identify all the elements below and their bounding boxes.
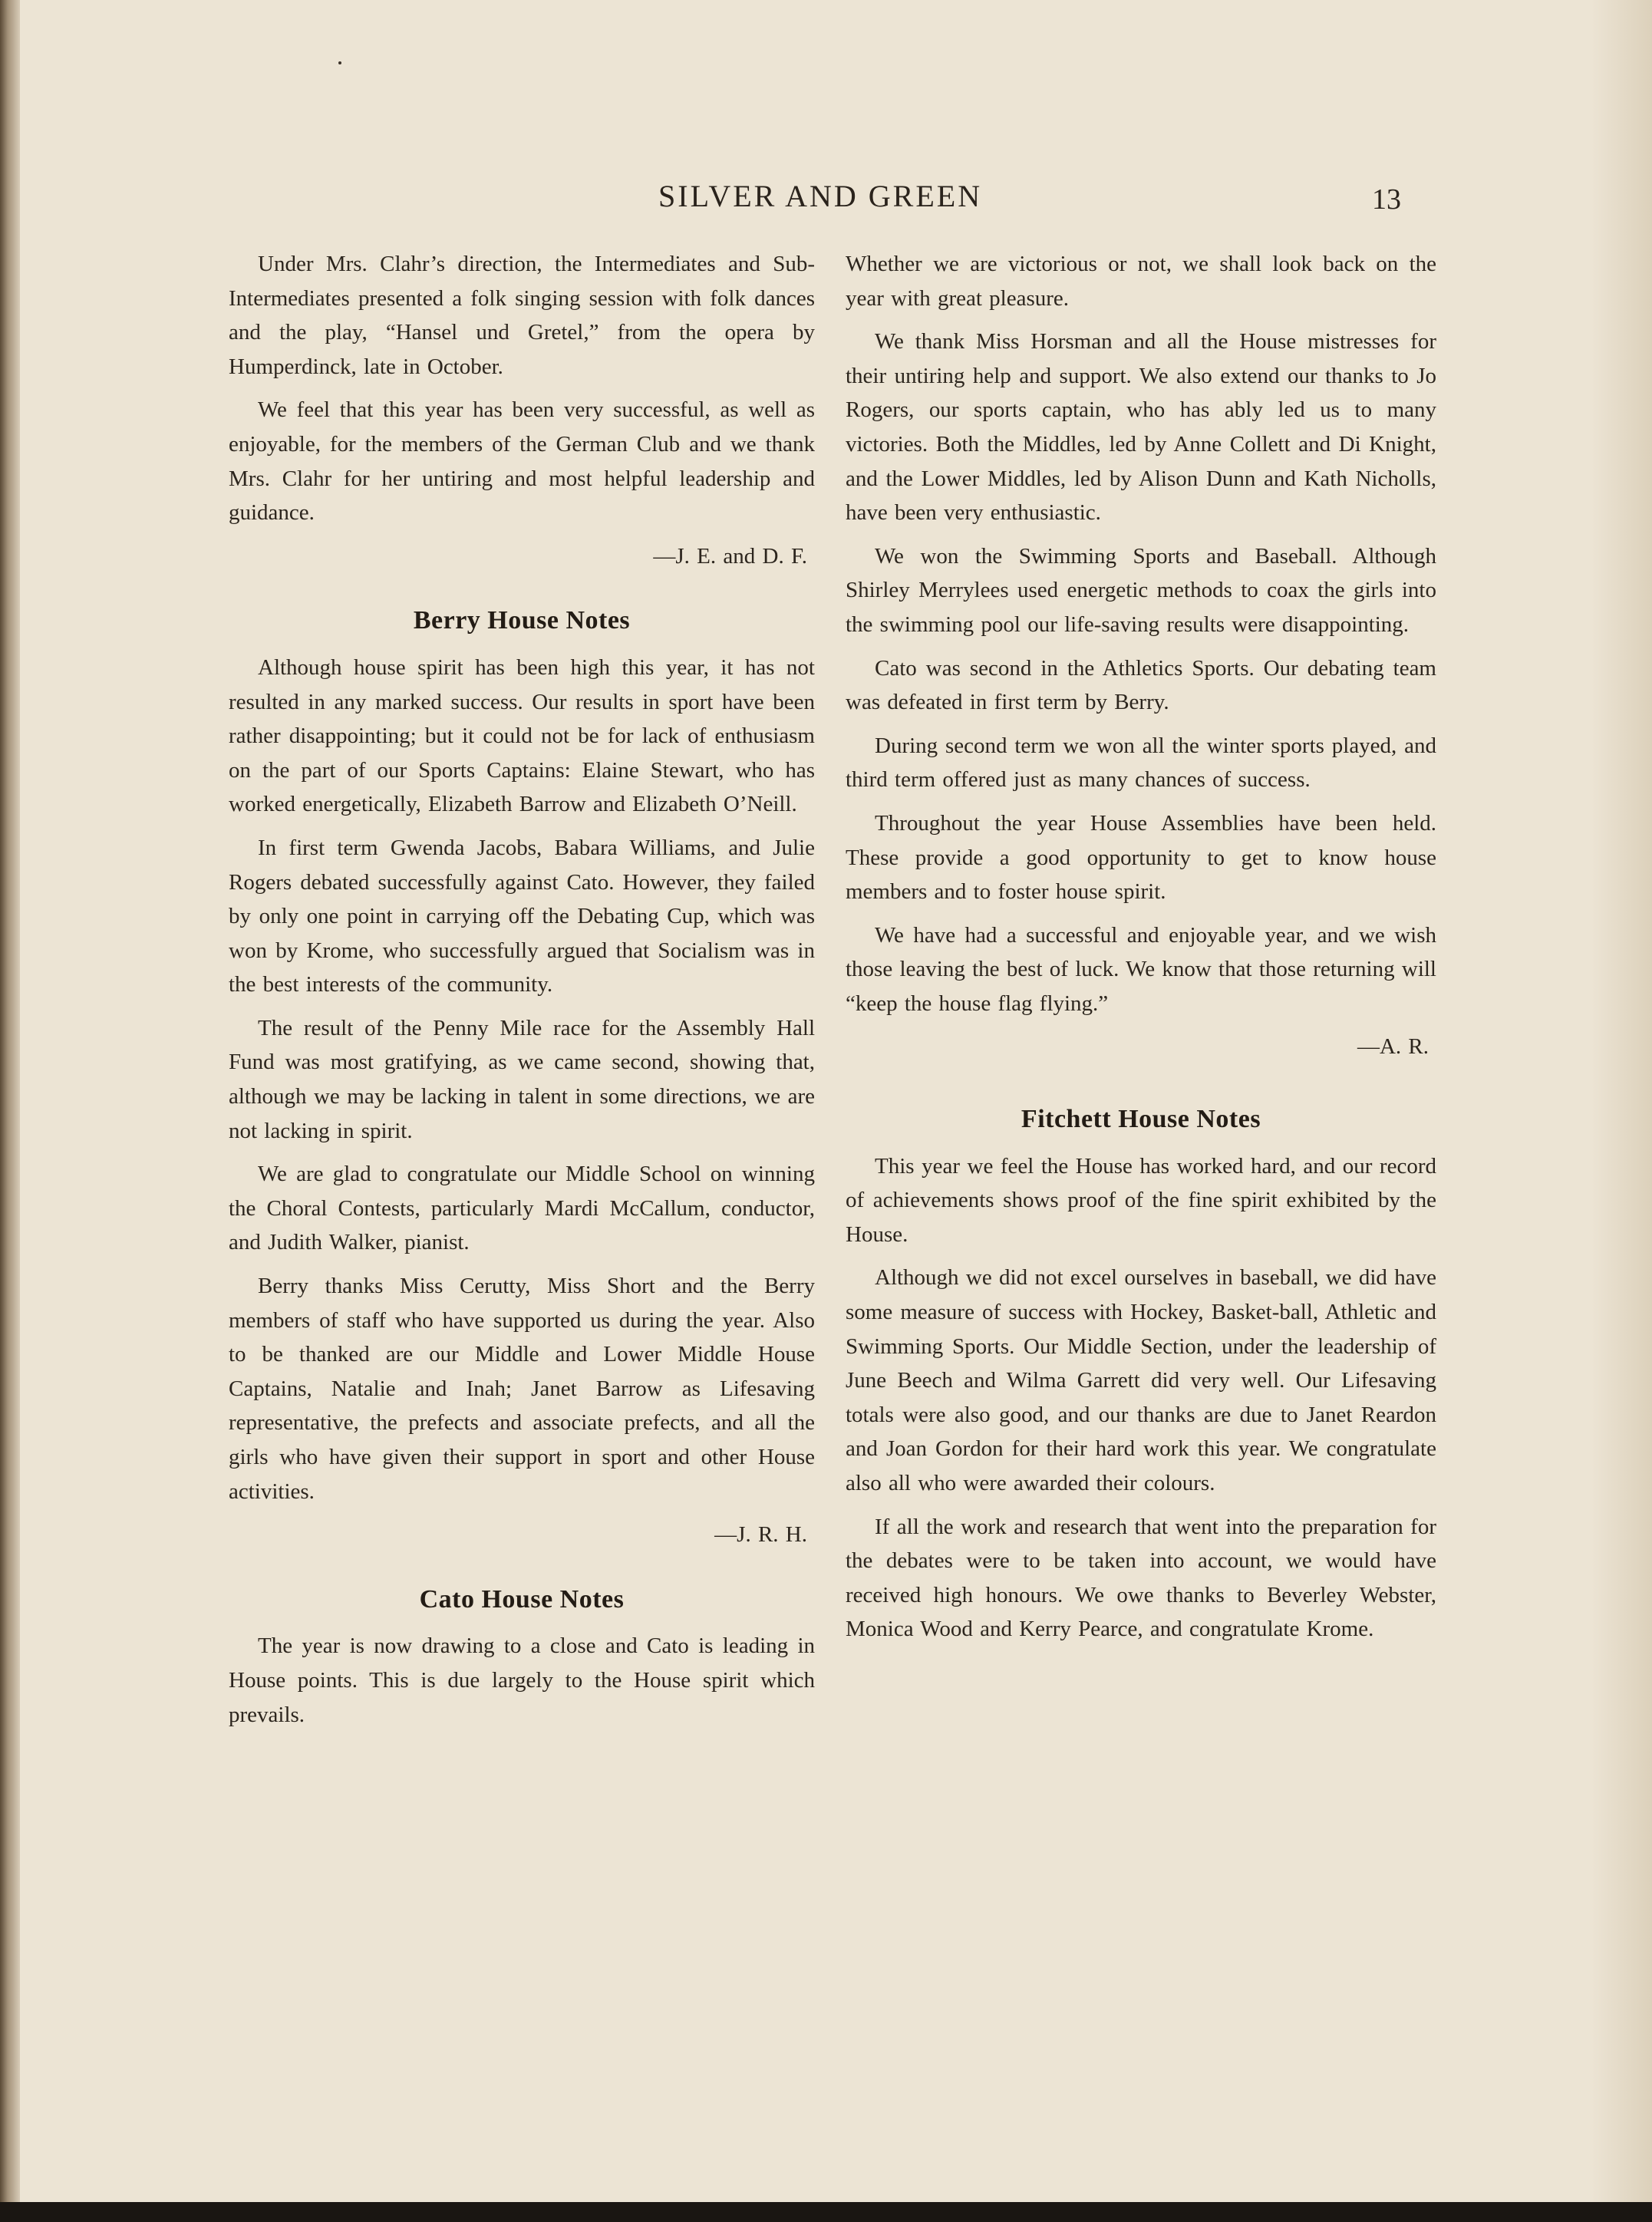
paragraph: During second term we won all the winter sports played, and third term offered just as many chances of success. [846, 733, 1436, 793]
paragraph: The result of the Penny Mile race for the Assembly Hall Fund was most gratifying, as we came second, showing that, although we may be lacking in talent in some directions, we are not lacking in spirit. [229, 1015, 815, 1143]
paragraph: Although house spirit has been high this year, it has not resulted in any marked success. Our results in sport have been rather disappointing; but it could not be for lack of enthusiasm on the part of our Sports Captains: Elaine Stewart, who has worked energetically, Elizabeth Barrow and Elizabeth O’Neill. [229, 654, 815, 817]
paper-speck [338, 61, 341, 64]
right-column [846, 247, 1436, 1656]
section-heading: Cato House Notes [419, 1584, 625, 1614]
paragraph: Berry thanks Miss Cerutty, Miss Short and the Berry members of staff who have supported us during the year. Also to be thanked are our Middle and Lower Middle House Captains, Natalie and Inah; Janet Barrow as Lifesaving representative, the prefects and associate prefects, and all the girls who have given their support in sport and other House activities. [229, 1274, 815, 1504]
paragraph: We thank Miss Horsman and all the House mistresses for their untiring help and support. We also extend our thanks to Jo Rogers, our sports captain, who has ably led us to many victories. Both the Middles, led by Anne Collett and Di Knight, and the Lower Middles, led by Alison Dunn and Kath Nicholls, have been very enthusiastic. [846, 329, 1436, 526]
paragraph: This year we feel the House has worked hard, and our record of achievements shows proof of the fine spirit exhibited by the House. [846, 1153, 1436, 1247]
running-title: SILVER AND GREEN [658, 179, 983, 213]
paragraph: Although we did not excel ourselves in baseball, we did have some measure of success with Hockey, Basket-ball, Athletic and Swimming Sports. Our Middle Section, under the leadership of June Beech and Wilma Garrett did very well. Our Lifesaving totals were also good, and our thanks are due to Janet Reardon and Joan Gordon for their hard work this year. We congratulate also all who were awarded their colours. [846, 1265, 1436, 1495]
signature: —J. E. and D. F. [653, 543, 807, 569]
signature: —J. R. H. [714, 1522, 807, 1548]
fitchett-house-section [846, 1103, 1436, 1647]
paragraph: If all the work and research that went into the preparation for the debates were to be taken into account, we would have received high honours. We owe thanks to Beverley Webster, Monica Wood and Kerry Pearce, and congratulate Krome. [846, 1514, 1436, 1642]
running-header [0, 178, 1652, 232]
berry-house-section [229, 604, 815, 1551]
paragraph: We are glad to congratulate our Middle School on winning the Choral Contests, particularly Mardi McCallum, conductor, and Judith Walker, pianist. [229, 1162, 815, 1255]
signature: —A. R. [1357, 1034, 1429, 1060]
page-edge-tint [1591, 0, 1652, 2202]
section-heading: Fitchett House Notes [1021, 1105, 1261, 1134]
cato-house-continued [846, 247, 1436, 1064]
paragraph: Under Mrs. Clahr’s direction, the Intermediates and Sub-Intermediates presented a folk singing session with folk dances and the play, “Hansel und Gretel,” from the opera by Humperdinck, late in October. [229, 252, 815, 379]
left-column [229, 247, 815, 1741]
paragraph: We won the Swimming Sports and Baseball. Although Shirley Merrylees used energetic methods to coax the girls into the swimming pool our life-saving results were disappointing. [846, 543, 1436, 637]
section-heading: Berry House Notes [413, 606, 631, 635]
binding-shadow [0, 0, 20, 2202]
paragraph: In first term Gwenda Jacobs, Babara Williams, and Julie Rogers debated successfully against Cato. However, they failed by only one point in carrying off the Debating Cup, which was won by Krome, who successfully argued that Socialism was in the best interests of the community. [229, 835, 815, 997]
paragraph: We feel that this year has been very successful, as well as enjoyable, for the members of the German Club and we thank Mrs. Clahr for her untiring and most helpful leadership and guidance. [229, 397, 815, 526]
page-number: 13 [1372, 183, 1401, 216]
paragraph: Throughout the year House Assemblies have been held. These provide a good opportunity to get to know house members and to foster house spirit. [846, 810, 1436, 905]
cato-house-section [229, 1583, 815, 1732]
paragraph: Whether we are victorious or not, we shall look back on the year with great pleasure. [846, 252, 1436, 311]
german-club-section [229, 247, 815, 573]
paragraph: We have had a successful and enjoyable year, and we wish those leaving the best of luck. We know that those returning will “keep the house flag flying.” [846, 922, 1436, 1016]
paragraph: Cato was second in the Athletics Sports. Our debating team was defeated in first term by Berry. [846, 655, 1436, 715]
paragraph: The year is now drawing to a close and Cato is leading in House points. This is due largely to the House spirit which prevails. [229, 1634, 815, 1727]
